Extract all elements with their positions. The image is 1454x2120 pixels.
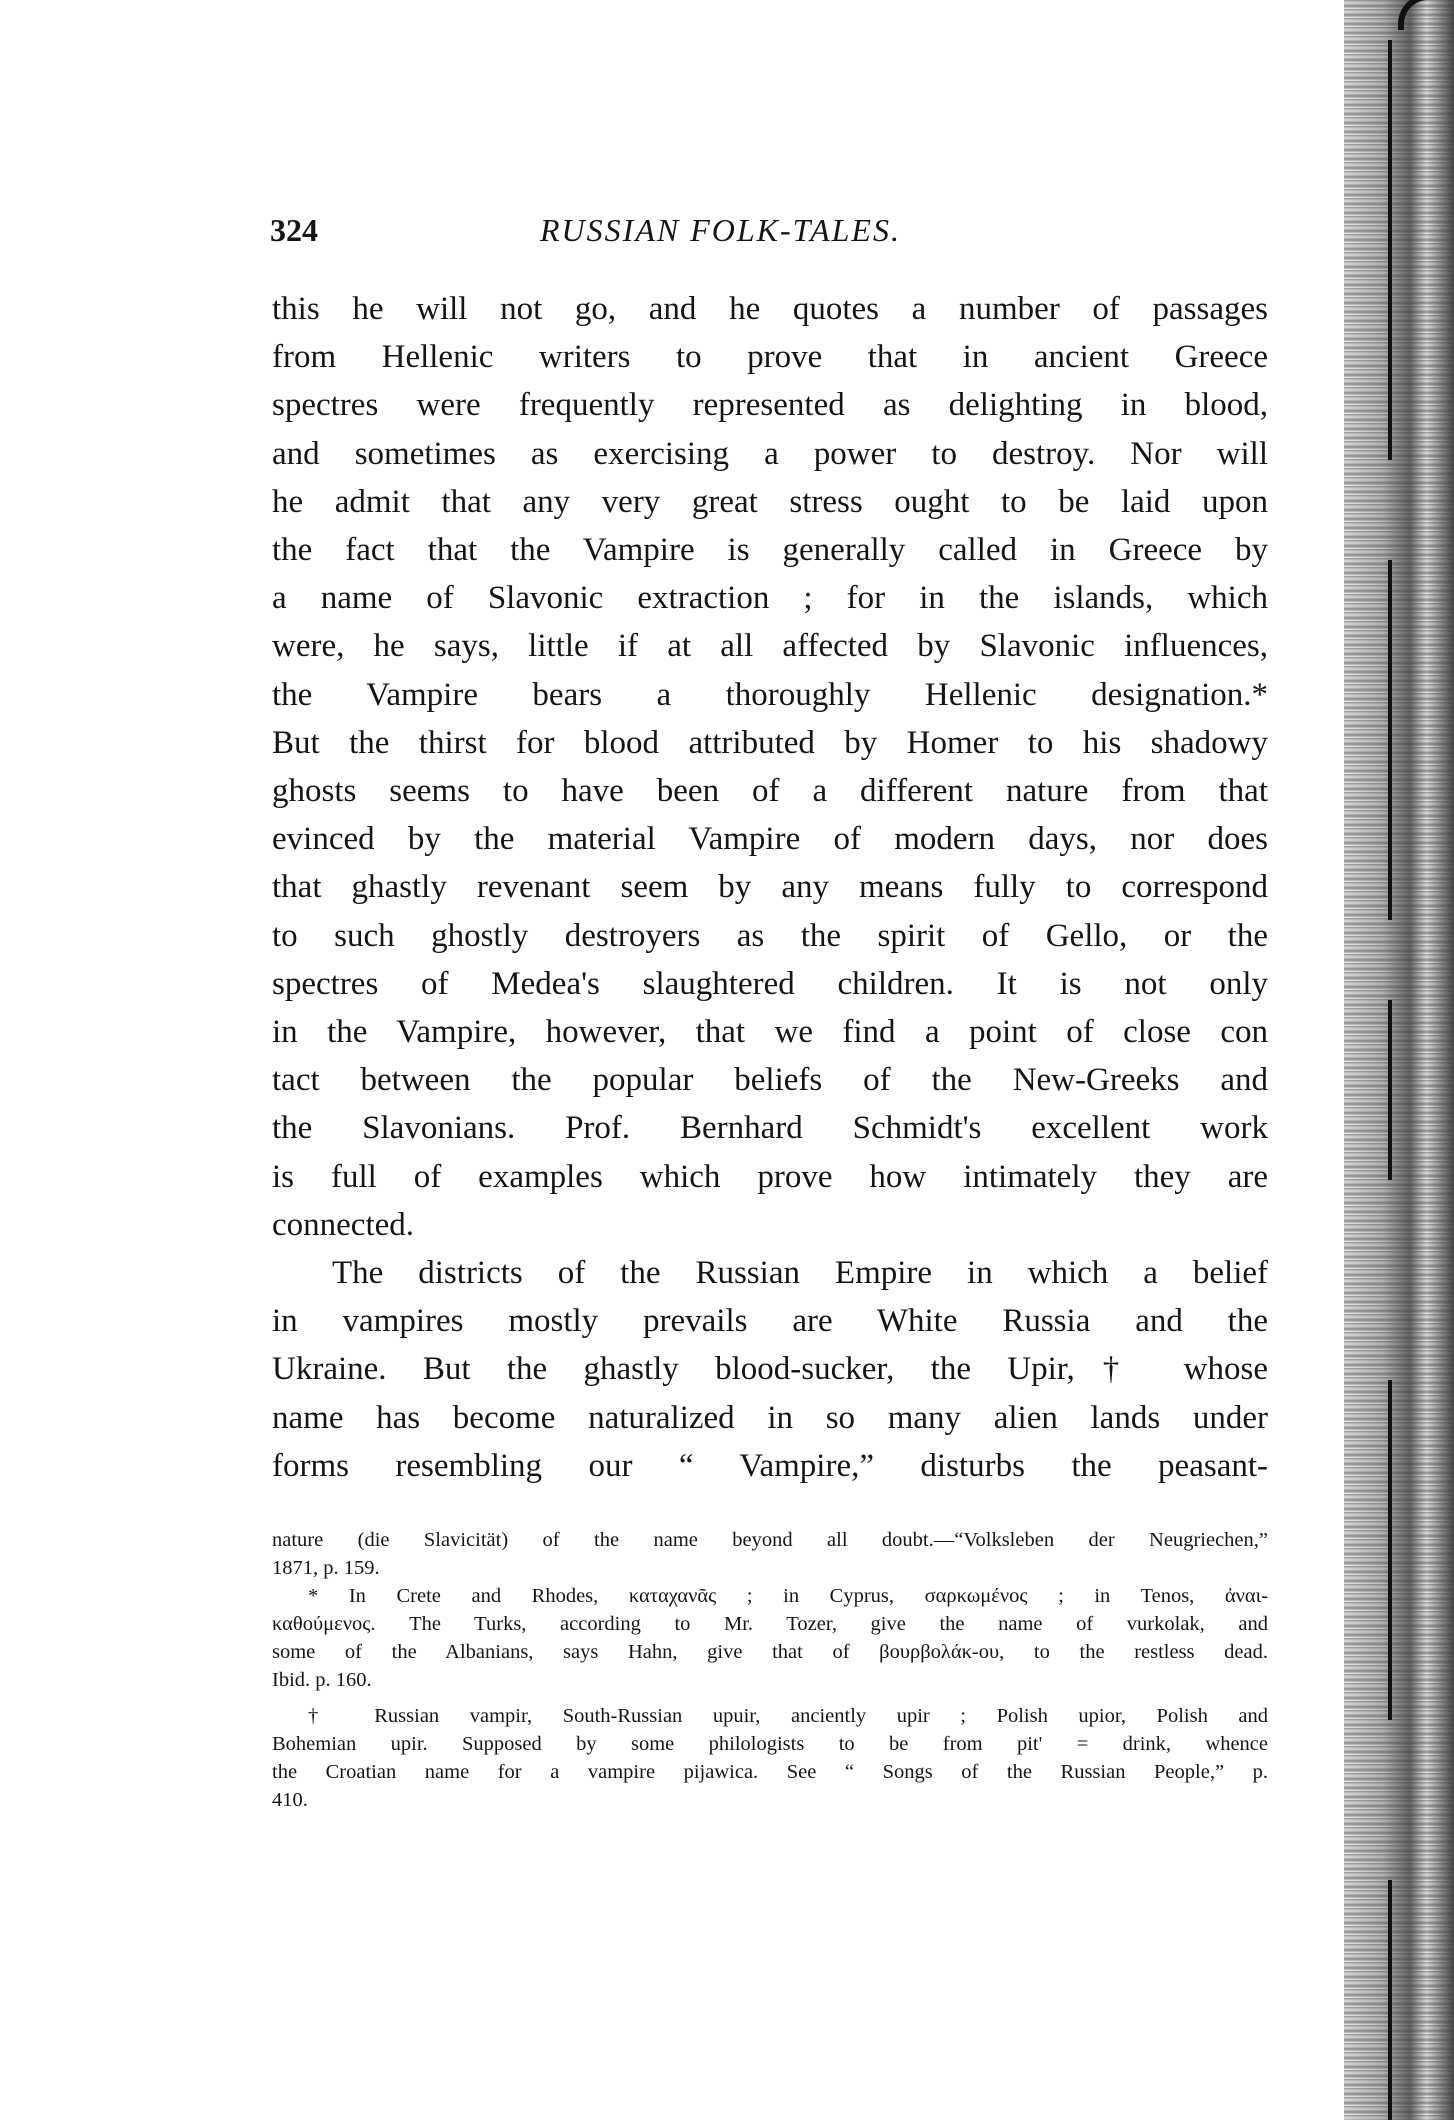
binding-rule <box>1388 1380 1392 1720</box>
footnote-line: καθούμενος. The Turks, according to Mr. Tozer, give the name of vurkolak, and <box>272 1613 1268 1635</box>
page-header <box>270 212 1270 262</box>
text-line: the Slavonians. Prof. Bernhard Schmidt's excellent work <box>272 1110 1268 1147</box>
text-line: the Vampire bears a thoroughly Hellenic designation.* <box>272 676 1268 713</box>
binding-rule <box>1388 40 1392 460</box>
text-line: spectres of Medea's slaughtered children. It is not only <box>272 965 1268 1002</box>
footnote-gap <box>272 1694 1268 1702</box>
footnote-line: Ibid. p. 160. <box>272 1669 372 1691</box>
text-line: a name of Slavonic extraction ; for in the islands, which <box>272 580 1268 617</box>
footnote-line: 1871, p. 159. <box>272 1557 380 1579</box>
text-line: evinced by the material Vampire of modern days, nor does <box>272 821 1268 858</box>
body-text <box>272 285 1268 1490</box>
text-line: But the thirst for blood attributed by Homer to his shadowy <box>272 724 1268 761</box>
footnote-asterisk-line: * In Crete and Rhodes, καταχανᾶς ; in Cyprus, σαρκωμένος ; in Tenos, ἀναι- <box>308 1585 1268 1607</box>
text-line: that ghastly revenant seem by any means fully to correspond <box>272 869 1268 906</box>
text-line: from Hellenic writers to prove that in ancient Greece <box>272 339 1268 376</box>
text-line: spectres were frequently represented as delighting in blood, <box>272 387 1268 424</box>
footnote-line: Bohemian upir. Supposed by some philologists to be from pit' = drink, whence <box>272 1733 1268 1755</box>
footnote-dagger-line: † Russian vampir, South-Russian upuir, anciently upir ; Polish upior, Polish and <box>308 1705 1268 1727</box>
binding-rule <box>1388 560 1392 920</box>
text-line: to such ghostly destroyers as the spirit of Gello, or the <box>272 917 1268 954</box>
footnote-line: nature (die Slavicität) of the name beyond all doubt.—“Volksleben der Neugriechen,” <box>272 1529 1268 1551</box>
text-line: were, he says, little if at all affected by Slavonic influences, <box>272 628 1268 665</box>
scanned-page-edge <box>1344 0 1454 2120</box>
text-line: this he will not go, and he quotes a number of passages <box>272 291 1268 327</box>
footnotes <box>272 1526 1268 1814</box>
paragraph-start-line: The districts of the Russian Empire in which a belief <box>332 1255 1268 1292</box>
text-line: the fact that the Vampire is generally called in Greece by <box>272 532 1268 569</box>
text-line: is full of examples which prove how intimately they are <box>272 1158 1268 1195</box>
text-line: in the Vampire, however, that we find a point of close con <box>272 1014 1268 1051</box>
running-title: RUSSIAN FOLK-TALES. <box>540 212 901 248</box>
text-line: forms resembling our “ Vampire,” disturbs the peasant- <box>272 1447 1268 1484</box>
text-line: connected. <box>272 1206 415 1243</box>
footnote-line: some of the Albanians, says Hahn, give that of βουρβολάκ-ου, to the restless dead. <box>272 1641 1268 1663</box>
binding-rule <box>1388 1000 1392 1180</box>
text-line: Ukraine. But the ghastly blood-sucker, the Upir,† whose <box>272 1351 1268 1388</box>
binding-rule <box>1388 1880 1392 2120</box>
text-line: tact between the popular beliefs of the New-Greeks and <box>272 1062 1268 1099</box>
text-line: and sometimes as exercising a power to destroy. Nor will <box>272 435 1268 472</box>
footnote-line: 410. <box>272 1789 308 1811</box>
text-line: in vampires mostly prevails are White Russia and the <box>272 1303 1268 1340</box>
footnote-line: the Croatian name for a vampire pijawica. See “ Songs of the Russian People,” p. <box>272 1761 1268 1783</box>
page-number: 324 <box>270 212 318 248</box>
text-line: he admit that any very great stress ought to be laid upon <box>272 483 1268 520</box>
text-line: name has become naturalized in so many alien lands under <box>272 1399 1268 1436</box>
text-line: ghosts seems to have been of a different nature from that <box>272 773 1268 810</box>
binding-corner <box>1398 0 1454 30</box>
